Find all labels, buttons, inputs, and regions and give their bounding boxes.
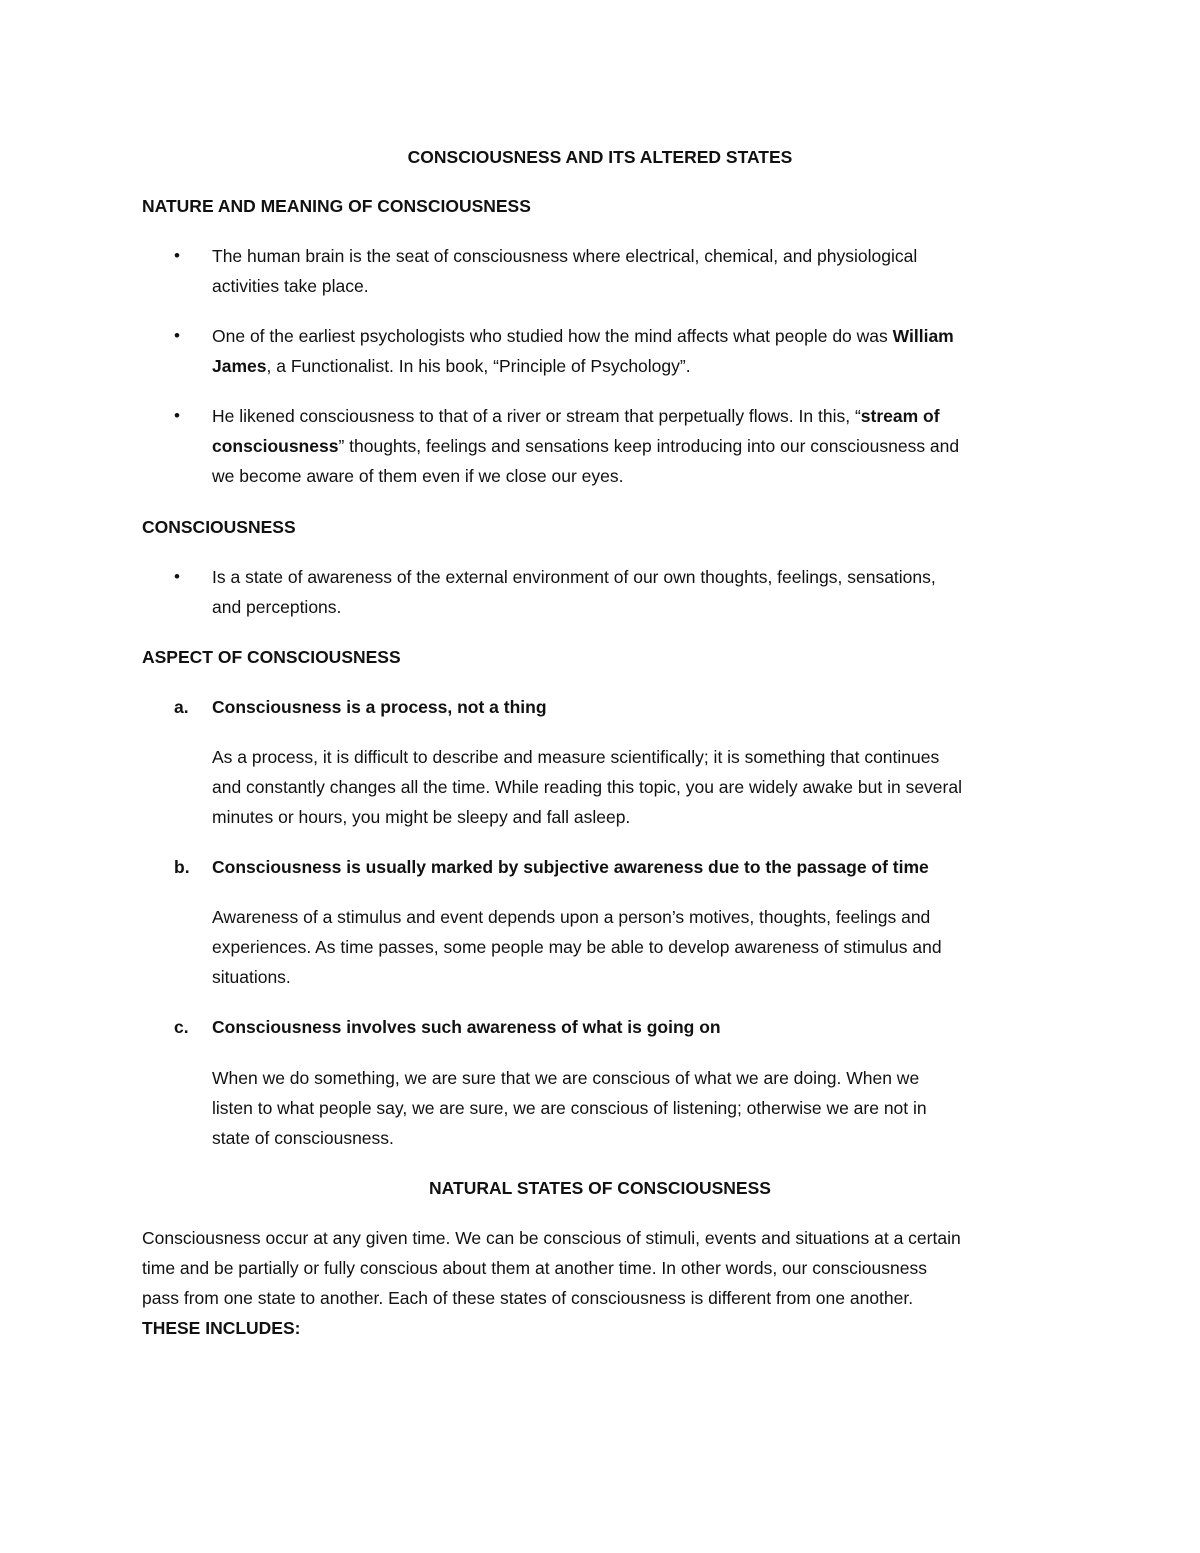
aspect-heading: Consciousness is a process, not a thing [212,697,547,717]
bullet-text-emphasis: James [212,356,267,376]
bullet-text-emphasis: stream of [860,406,940,426]
bullet-text: Is a state of awareness of the external environment of our own thoughts, feelings, sensations, [212,567,936,587]
document-title: CONSCIOUSNESS AND ITS ALTERED STATES [407,147,793,167]
paragraph-text: pass from one state to another. Each of these states of consciousness is different from one another. [142,1288,914,1308]
aspect-text: experiences. As time passes, some people may be able to develop awareness of stimulus and [212,937,942,957]
aspect-heading: Consciousness involves such awareness of what is going on [212,1017,721,1037]
bullet-icon: • [174,246,180,265]
bullet-text-part: One of the earliest psychologists who studied how the mind affects what people do was [212,326,893,346]
paragraph-text: time and be partially or fully conscious about them at another time. In other words, our consciousness [142,1258,927,1278]
section-heading-consciousness: CONSCIOUSNESS [142,517,296,537]
bullet-icon: • [174,567,180,586]
bullet-text [212,351,691,381]
bullet-text: activities take place. [212,276,369,296]
bullet-text: we become aware of them even if we close our eyes. [212,466,624,486]
aspect-text: As a process, it is difficult to describe and measure scientifically; it is something that continues [212,747,940,767]
bullet-text: and perceptions. [212,597,342,617]
list-letter: b. [174,857,190,877]
bullet-text [212,431,959,461]
these-includes-label: THESE INCLUDES: [142,1318,301,1338]
bullet-text-part: ” thoughts, feelings and sensations keep introducing into our consciousness and [338,436,960,456]
aspect-text: listen to what people say, we are sure, we are conscious of listening; otherwise we are not in [212,1098,927,1118]
bullet-text-part: He likened consciousness to that of a river or stream that perpetually flows. In this, “ [212,406,861,426]
aspect-text: and constantly changes all the time. While reading this topic, you are widely awake but in several [212,777,962,797]
section-heading-aspect: ASPECT OF CONSCIOUSNESS [142,647,401,667]
aspect-heading: Consciousness is usually marked by subjective awareness due to the passage of time [212,857,929,877]
aspect-text: When we do something, we are sure that we are conscious of what we are doing. When we [212,1068,920,1088]
aspect-text: situations. [212,967,291,987]
bullet-icon: • [174,406,180,425]
aspect-text: Awareness of a stimulus and event depends upon a person’s motives, thoughts, feelings and [212,907,931,927]
section-heading-nature: NATURE AND MEANING OF CONSCIOUSNESS [142,196,531,216]
section-heading-natural-states: NATURAL STATES OF CONSCIOUSNESS [429,1178,771,1198]
aspect-text: minutes or hours, you might be sleepy and fall asleep. [212,807,631,827]
bullet-icon: • [174,326,180,345]
bullet-text [212,321,954,351]
paragraph-text: Consciousness occur at any given time. We can be conscious of stimuli, events and situations at a certain [142,1228,961,1248]
bullet-text [212,401,940,431]
bullet-text-part: , a Functionalist. In his book, “Principle of Psychology”. [266,356,691,376]
bullet-text-emphasis: William [892,326,954,346]
aspect-text: state of consciousness. [212,1128,394,1148]
bullet-text: The human brain is the seat of consciousness where electrical, chemical, and physiological [212,246,918,266]
list-letter: c. [174,1017,189,1037]
bullet-text-emphasis: consciousness [212,436,339,456]
list-letter: a. [174,697,189,717]
